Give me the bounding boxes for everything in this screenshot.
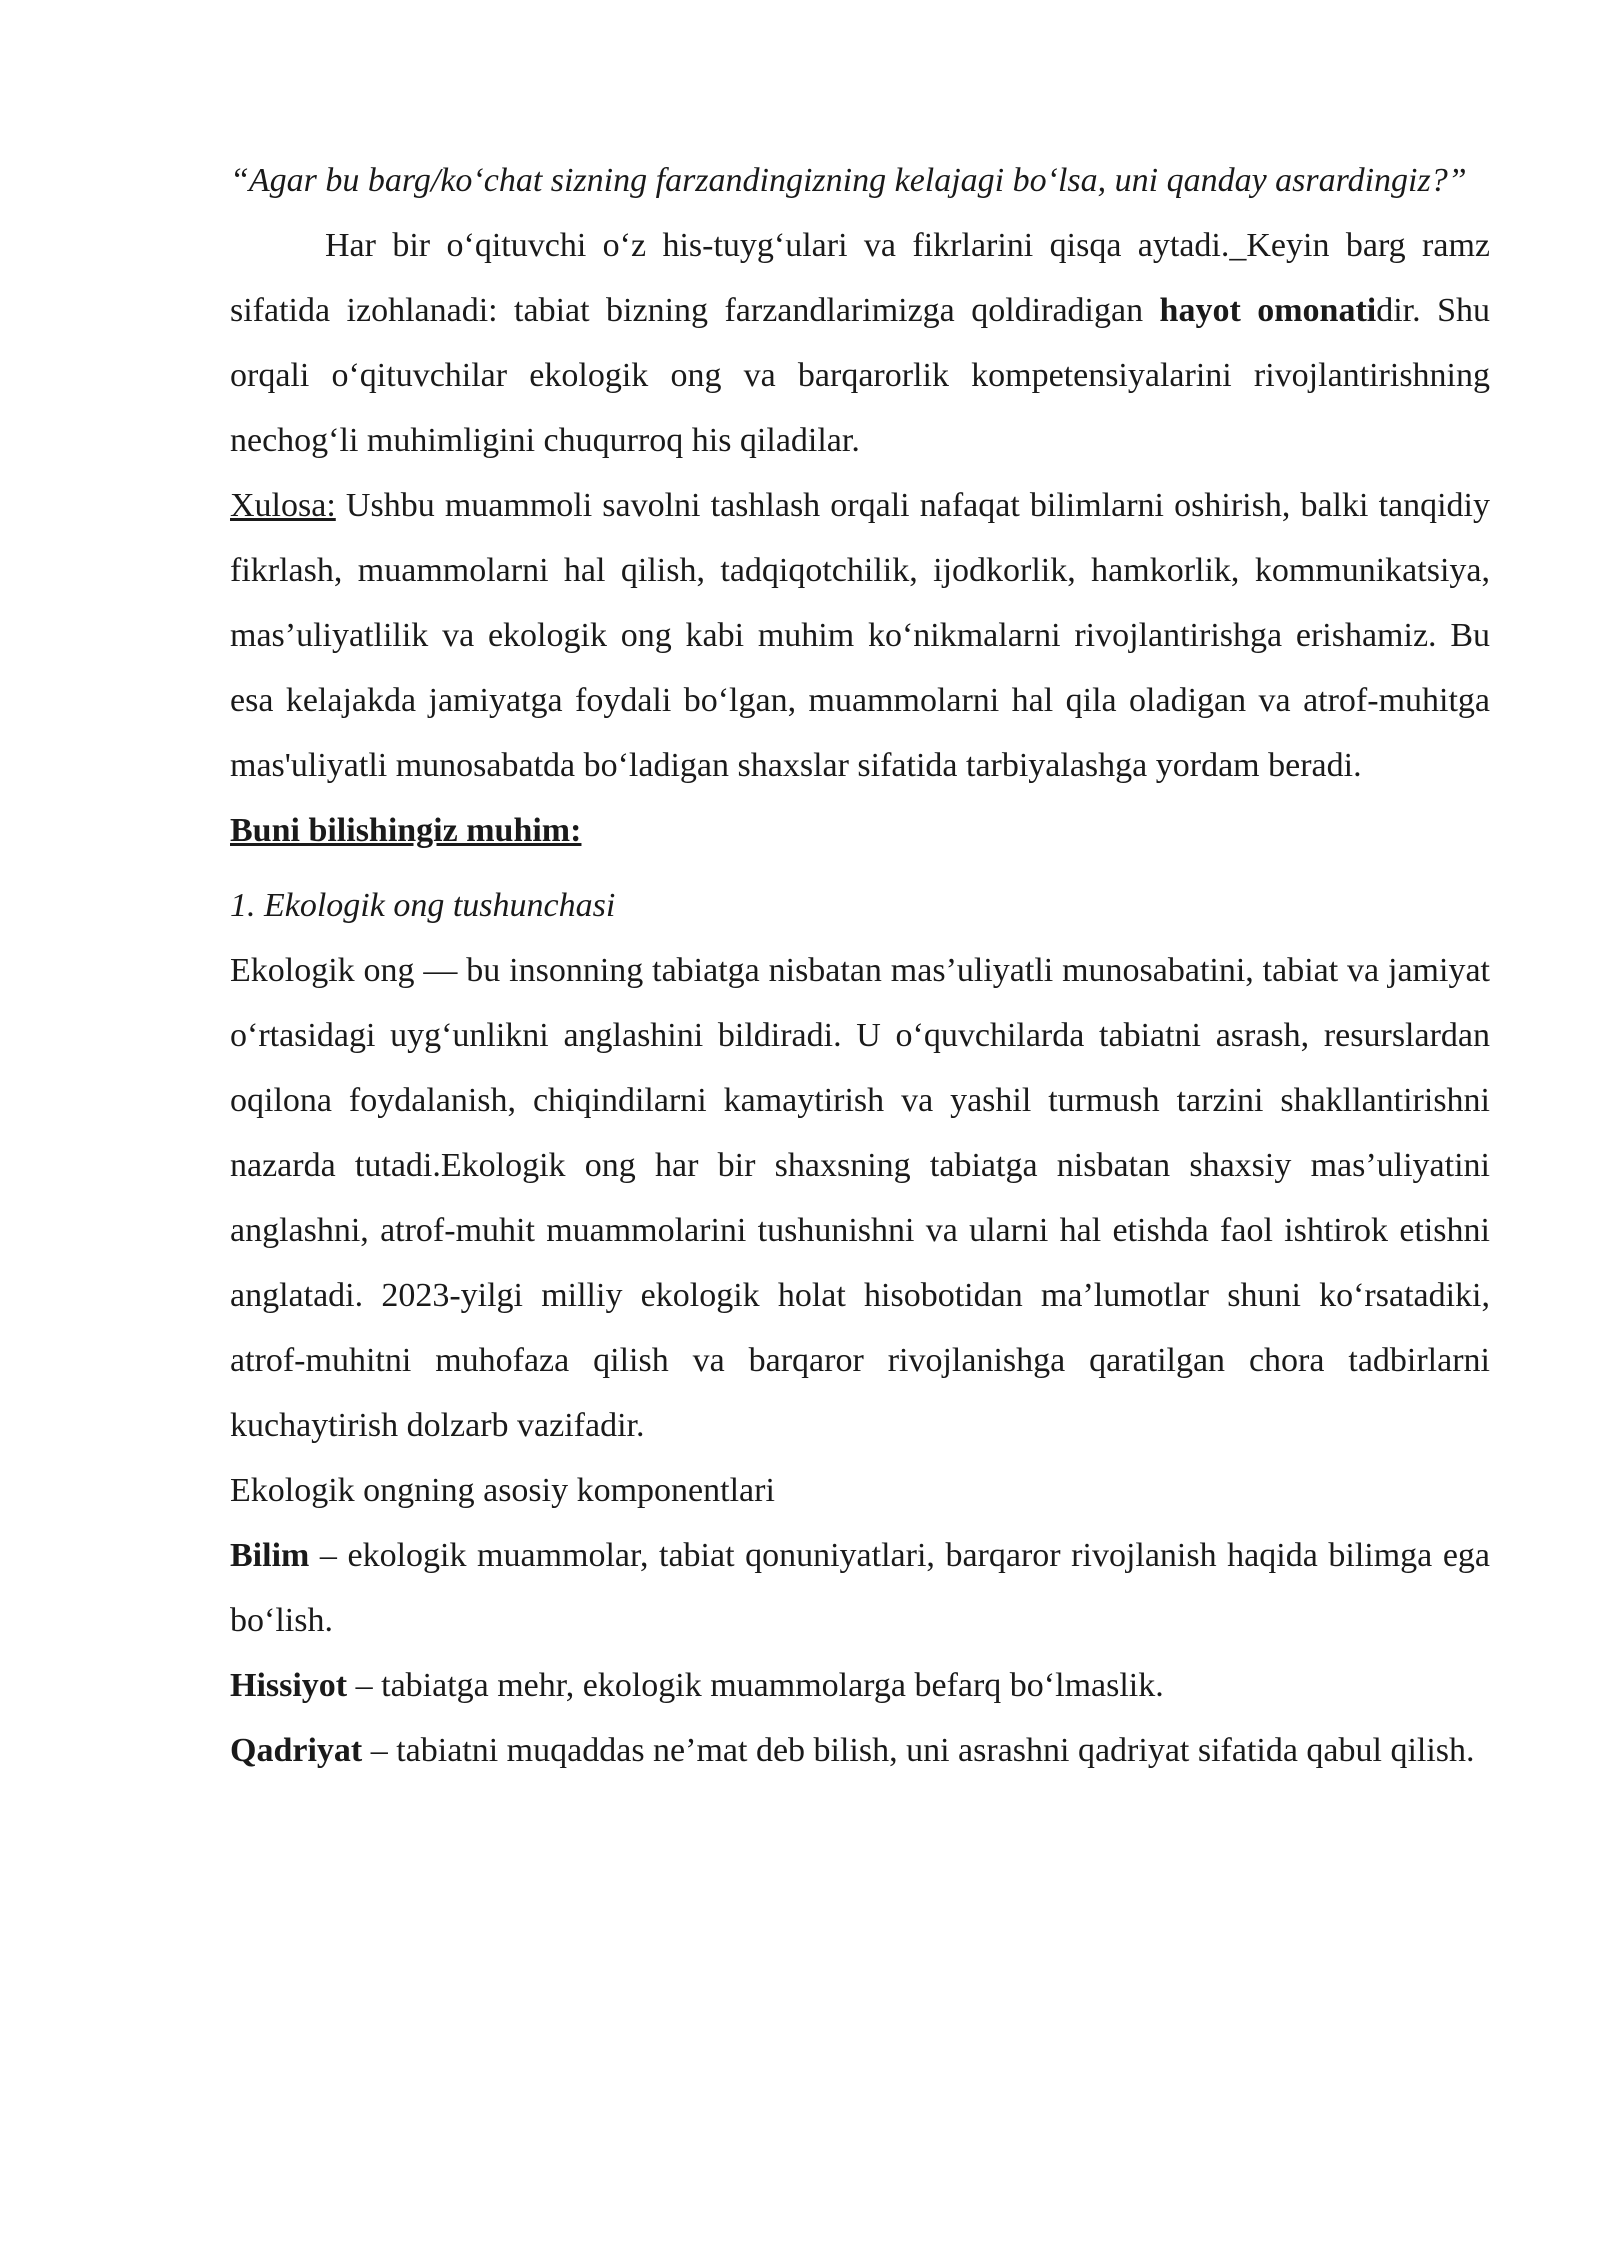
component-term: Qadriyat (230, 1732, 363, 1769)
paragraph-reflection (230, 213, 1490, 473)
components-title: Ekologik ongning asosiy komponentlari (230, 1472, 775, 1509)
section-heading: Buni bilishingiz muhim: (230, 812, 582, 849)
paragraph-ecological-awareness: Ekologik ong — bu insonning tabiatga nisbatan mas’uliyatli munosabatini, tabiat va jamiyat o‘rtasidagi uyg‘unlikni anglashini bildiradi. U o‘quvchilarda tabiatni asrash, resurslardan oqilona foydalanish, chiqindilarni kamaytirish va yashil turmush tarzini shakllantirishni nazarda tutadi.Ekologik ong har bir shaxsning tabiatga nisbatan shaxsiy mas’uliyatini anglashni, atrof-muhit muammolarini tushunishni va ularni hal etishda faol ishtirok etishni anglatadi. 2023-yilgi milliy ekologik holat hisobotidan ma’lumotlar shuni ko‘rsatadiki, atrof-muhitni muhofaza qilish va barqaror rivojlanishga qaratilgan chora tadbirlarni kuchaytirish dolzarb vazifadir. (230, 952, 1490, 1444)
conclusion-label: Xulosa: (230, 487, 336, 524)
component-item (230, 1653, 1490, 1718)
component-item (230, 1523, 1490, 1653)
paragraph-reflection-text: Har bir o‘qituvchi o‘z his-tuyg‘ulari va fikrlarini qisqa aytadi._Keyin barg ramz sifatida izohlanadi: tabiat bizning farzandlarimizga qoldiradigan (230, 227, 1490, 329)
component-term: Hissiyot (230, 1667, 348, 1704)
component-item (230, 1718, 1490, 1783)
component-term: Bilim (230, 1537, 310, 1574)
paragraph-reflection-bold: hayot omonati (1159, 292, 1377, 329)
conclusion-paragraph (230, 473, 1490, 798)
component-desc: – ekologik muammolar, tabiat qonuniyatlari, barqaror rivojlanish haqida bilimga ega bo‘lish. (230, 1537, 1490, 1639)
component-desc: – tabiatga mehr, ekologik muammolarga befarq bo‘lmaslik. (347, 1667, 1164, 1704)
document-page (230, 148, 1490, 1783)
quote-paragraph: “Agar bu barg/ko‘chat sizning farzandingizning kelajagi bo‘lsa, uni qanday asrardingiz?” (230, 162, 1467, 199)
component-desc: – tabiatni muqaddas ne’mat deb bilish, uni asrashni qadriyat sifatida qabul qilish. (362, 1732, 1475, 1769)
paragraph-reflection-end: dir. Shu orqali o‘qituvchilar ekologik ong va barqarorlik kompetensiyalarini rivojlantirishning nechog‘li muhimligini chuqurroq his qiladilar. (230, 292, 1490, 459)
conclusion-text: Ushbu muammoli savolni tashlash orqali nafaqat bilimlarni oshirish, balki tanqidiy fikrlash, muammolarni hal qilish, tadqiqotchilik, ijodkorlik, hamkorlik, kommunikatsiya, mas’uliyatlilik va ekologik ong kabi muhim ko‘nikmalarni rivojlantirishga erishamiz. Bu esa kelajakda jamiyatga foydali bo‘lgan, muammolarni hal qila oladigan va atrof-muhitga mas'uliyatli munosabatda bo‘ladigan shaxslar sifatida tarbiyalashga yordam beradi. (230, 487, 1490, 784)
subheading: 1. Ekologik ong tushunchasi (230, 887, 616, 924)
